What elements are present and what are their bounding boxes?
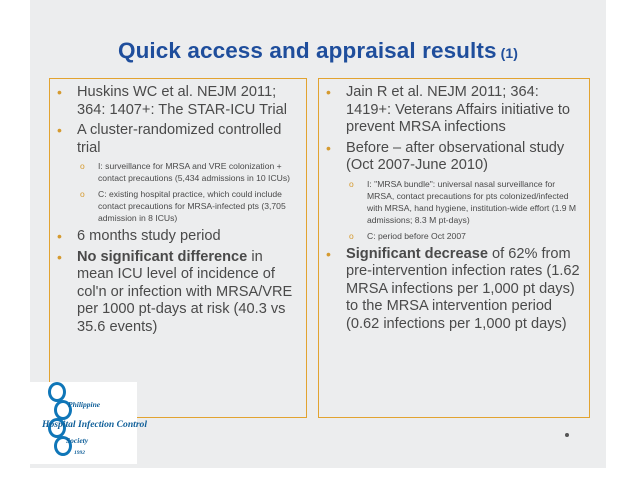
- bullet-text: 6 months study period: [77, 228, 221, 244]
- right-column: [318, 78, 590, 418]
- sub-bullet-item: [346, 178, 583, 226]
- logo-line3: Society: [66, 436, 89, 445]
- bullet-text: Before – after observational study (Oct 2007-June 2010): [346, 139, 565, 173]
- sub-bullet-item: [77, 160, 300, 184]
- title-main: Quick access and appraisal results: [117, 38, 497, 63]
- sub-bullet-item: [346, 230, 583, 242]
- bullet-item: [57, 84, 300, 119]
- society-logo: [30, 382, 148, 464]
- circle-bullet-icon: o: [349, 230, 354, 241]
- logo-year: 1992: [74, 450, 85, 456]
- bullet-icon: •: [326, 245, 331, 262]
- circle-bullet-icon: o: [349, 178, 354, 189]
- bullet-icon: •: [57, 122, 62, 138]
- bullet-text: A cluster-randomized controlled trial: [77, 122, 282, 156]
- slide-title: [30, 38, 606, 64]
- bullet-text: Huskins WC et al. NEJM 2011; 364: 1407+: The STAR-ICU Trial: [77, 84, 287, 118]
- sub-bullet-text: I: surveillance for MRSA and VRE colonization + contact precautions (5,434 admissions in 10 ICUs): [98, 161, 291, 183]
- bullet-icon: •: [57, 228, 62, 244]
- bullet-item: [57, 228, 300, 246]
- bullet-item: [326, 84, 583, 137]
- sub-bullet-item: [77, 188, 300, 224]
- bullet-item: [57, 122, 300, 157]
- bullet-text: Jain R et al. NEJM 2011; 364: 1419+: Veterans Affairs initiative to prevent MRSA infections: [346, 84, 571, 135]
- bullet-item: [326, 140, 583, 175]
- title-suffix: (1): [500, 45, 519, 61]
- circle-bullet-icon: o: [80, 189, 85, 199]
- bullet-emphasis: Significant decrease: [346, 245, 488, 262]
- bullet-icon: •: [326, 139, 331, 156]
- bullet-text: in mean ICU level of incidence of col'n or infection with MRSA/VRE per 1000 pt-days at risk (40.3 vs 35.6 events): [77, 248, 293, 335]
- bullet-item: [326, 246, 583, 334]
- left-column: [49, 78, 307, 418]
- sub-bullet-text: C: period before Oct 2007: [367, 230, 466, 241]
- logo-line2: Hospital Infection Control: [42, 419, 148, 430]
- circle-bullet-icon: o: [80, 161, 85, 171]
- bullet-icon: •: [57, 248, 62, 265]
- bullet-text: of 62% from pre-intervention infection rates (1.62 MRSA infections per 1,000 pt days) to the MRSA intervention period (0.62 infections per 1,000 pt days): [346, 245, 580, 332]
- bullet-icon: •: [57, 84, 62, 100]
- sub-bullet-text: I: "MRSA bundle": universal nasal surveillance for MRSA, contact precautions for pts colonized/infected with MRSA, hand hygiene, institution-wide effort (1.9 M admissions; 8.3 M pt-days): [367, 178, 577, 225]
- logo-line1: Philippine: [68, 400, 101, 409]
- bullet-item: [57, 249, 300, 337]
- bullet-emphasis: No significant difference: [77, 248, 248, 265]
- end-dot-icon: [565, 433, 569, 437]
- sub-bullet-text: C: existing hospital practice, which could include contact precautions for MRSA-infected pts (3,705 admission in 8 ICUs): [98, 189, 286, 223]
- bullet-icon: •: [326, 84, 331, 100]
